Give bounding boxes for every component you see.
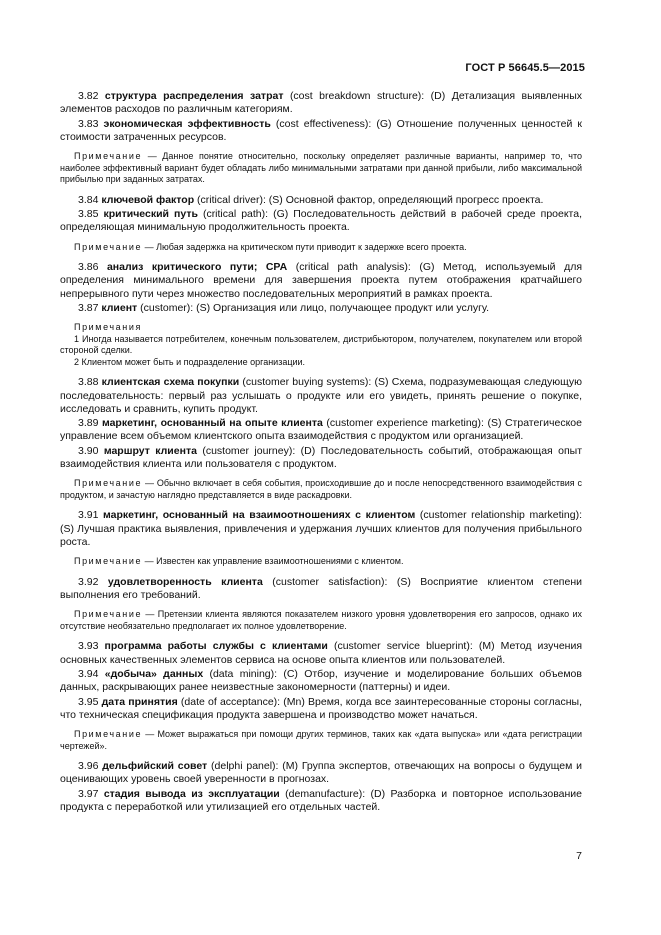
- note-item: 2 Клиентом может быть и подразделение организации.: [74, 356, 306, 367]
- note-3-85: Примечание — Любая задержка на критическом пути приводит к задержке всего проекта.: [74, 241, 467, 252]
- note-3-90: Примечание — Обычно включает в себя события, происходившие до и после непосредственного взаимодействия с продуктом, и зачастую наглядно представляется в виде раскадровки.: [60, 478, 582, 500]
- entry-3-87: 3.87 клиент (customer): (S) Организация или лицо, получающее продукт или услугу.: [78, 301, 490, 314]
- entry-3-93: 3.93 программа работы службы с клиентами (customer service blueprint): (M) Метод изучения основных качественных элементов сервиса на основе опыта клиентов или пользователей.: [60, 640, 583, 666]
- entry-3-91: 3.91 маркетинг, основанный на взаимоотношениях с клиентом (customer relationship marketing): (S) Лучшая практика выявления, привлечения и удержания лучших клиентов для получения прибыльного роста.: [60, 509, 582, 548]
- note-3-95: Примечание — Может выражаться при помощи других терминов, таких как «дата выпуска» или «дата регистрации чертежей».: [60, 729, 582, 751]
- entry-3-89: 3.89 маркетинг, основанный на опыте клиента (customer experience marketing): (S) Стратегическое управление всем объемом клиентского опыта взаимодействия с продуктом или организацией.: [60, 417, 582, 443]
- entry-3-94: 3.94 «добыча» данных (data mining): (C) Отбор, изучение и моделирование больших объемов данных, раскрывающих ранее неизвестные закономерности (паттерны) и идеи.: [60, 667, 582, 694]
- document-body: [60, 90, 582, 815]
- entry-3-84: 3.84 ключевой фактор (critical driver): (S) Основной фактор, определяющий прогресс проекта.: [78, 193, 544, 206]
- note-3-83: Примечание — Данное понятие относительно, поскольку определяет различные варианты, например то, что наиболее эффективный вариант будет обладать либо минимальными затратами при данной прибыли, либо максимальной прибылью при заданных затратах.: [60, 151, 582, 185]
- entry-3-97: 3.97 стадия вывода из эксплуатации (demanufacture): (D) Разборка и повторное использование продукта с переработкой или утилизацией его отдельных частей.: [60, 787, 582, 813]
- entry-3-92: 3.92 удовлетворенность клиента (customer satisfaction): (S) Восприятие клиентом степени выполнения его требований.: [60, 575, 582, 602]
- document-header: ГОСТ Р 56645.5—2015: [465, 62, 585, 74]
- entry-3-82: 3.82 структура распределения затрат (cost breakdown structure): (D) Детализация выявленных элементов расходов по различным категориям.: [60, 90, 583, 116]
- note-3-92: Примечание — Претензии клиента являются показателем низкого уровня удовлетворения его запросов, однако их отсутствие необязательно предполагает их полное удовлетворение.: [60, 609, 582, 631]
- entry-3-96: 3.96 дельфийский совет (delphi panel): (M) Группа экспертов, отвечающих на вопросы о будущем и оценивающих уровень своей уверенности в прогнозах.: [60, 760, 583, 786]
- notes-3-87: [60, 322, 582, 368]
- entry-3-95: 3.95 дата принятия (date of acceptance): (Mn) Время, когда все заинтересованные стороны согласны, что техническая спецификация продукта завершена и производство может начаться.: [60, 695, 582, 721]
- notes-label: Примечания: [74, 322, 142, 333]
- page-number: 7: [576, 850, 582, 862]
- entry-3-83: 3.83 экономическая эффективность (cost effectiveness): (G) Отношение полученных ценностей к стоимости затраченных ресурсов.: [60, 117, 582, 143]
- entry-3-88: 3.88 клиентская схема покупки (customer buying systems): (S) Схема, подразумевающая следующую последовательность: первый раз услышать о продукте или его увидеть, принять решение о покупке, исследовать и сравнить, купить продукт.: [60, 376, 583, 415]
- entry-3-90: 3.90 маршрут клиента (customer journey): (D) Последовательность событий, отображающая опыт взаимодействия клиента или пользователя с продуктом.: [60, 444, 582, 471]
- note-item: 1 Иногда называется потребителем, конечным пользователем, дистрибьютором, получателем, покупателем или второй стороной сделки.: [60, 333, 582, 356]
- entry-3-85: 3.85 критический путь (critical path): (G) Последовательность действий в рабочей среде проекта, определяющая минимальную продолжительность проекта.: [60, 207, 582, 234]
- note-3-91: Примечание — Известен как управление взаимоотношениями с клиентом.: [74, 556, 404, 567]
- entry-3-86: 3.86 анализ критического пути; CPA (critical path analysis): (G) Метод, используемый для определения минимального времени для завершения проекта путем отображения кратчайшего непрерывного пути через множество последовательных мероприятий в рамках проекта.: [60, 261, 583, 300]
